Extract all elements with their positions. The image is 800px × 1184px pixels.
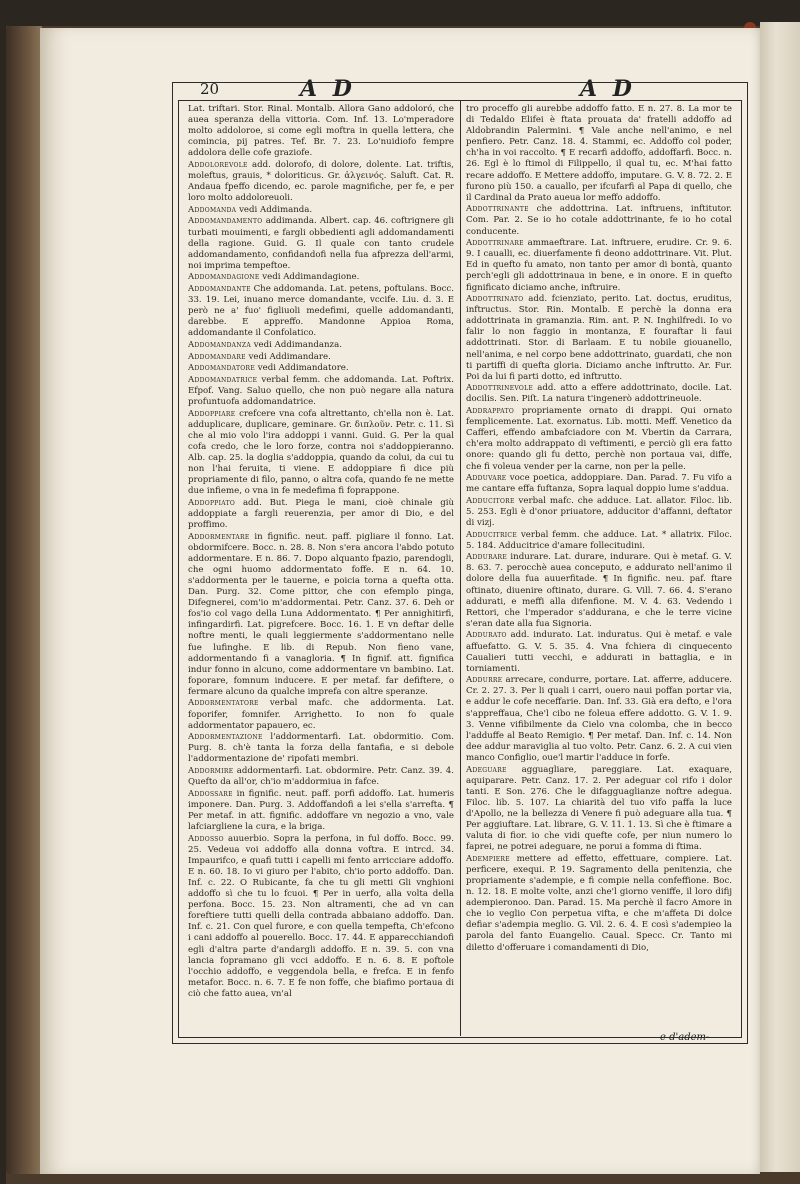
headword: Addormentazione (188, 732, 263, 743)
book-spine-edge (6, 26, 42, 1174)
headword: Addrappato (466, 406, 515, 417)
entry-text: add. fcienziato, perito. Lat. doctus, eruditus, inftructus. Stor. Rin. Montalb. E perchè la donna era addottrinata in gramanzia. Rim. ant. P. N. Inghilfredi. Io vo falir lo non faggio in montanza, E fouraftar li faui addottrinati. Stor. di Barlaam. E tu nobile giouanello, nell'anima, e nel corpo bene addottrinato, guardati, che non ti partiffi di quefta gloria. Diciamo anche inftrutto. Ar. Fur. Poi da lui fi parti dotto, ed inftrutto. (466, 294, 732, 382)
entry-text: indurare. Lat. durare, indurare. Qui è metaf. G. V. 8. 63. 7. perocchè auea conceputo, e addurato nell'animo il dolore della fua auuerfitade. ¶ In fignific. neu. paf. ftare oftinato, diuenire oftinato, durare. G. Vill. 7. 66. 4. S'erano addurati, e meffi alla difenfione. M. V. 4. 63. Vedendo i Rettori, che l'mperador s'addurana, e che le terre vicine s'eran date alla fua Signoria. (466, 552, 732, 629)
entry-text: verbal femm. che addomanda. Lat. Poftrix. Efpof. Vang. Saluo quello, che non può negare alla natura profuntuofa addomandatrice. (188, 374, 454, 407)
entry-text: verbal femm. che adduce. Lat. * allatrix. Filoc. 5. 184. Adducitrice d'amare follecitudini. (466, 529, 732, 551)
entry-text: propriamente ornato di drappi. Qui ornato femplicemente. Lat. exornatus. Lib. motti. Meff. Venetico da Cafferi, effendo ambafciadore con M. Vbertin da Carrara, ch'era molto addrappato di veftimenti, e perciò gli era fatto onore: quando gli fu detto, perchè non portaua vai, diffe, che fi voleua vender per la carne, non per la pelle. (466, 406, 732, 472)
headword: Addoppiare (188, 408, 236, 419)
dictionary-entry (466, 630, 732, 674)
dictionary-entry (188, 375, 454, 408)
headword: Addomandatrice (188, 374, 258, 385)
dictionary-entry (188, 532, 454, 698)
column-divider (460, 100, 461, 1036)
headword: Adempiere (466, 853, 510, 864)
entry-text: che addottrina. Lat. inftruens, inftitutor. Com. Par. 2. Se io ho cotale addottrinante, fe io ho cotal conducente. (466, 204, 732, 237)
entry-text: Che addomanda. Lat. petens, poftulans. Bocc. 33. 19. Lei, inuano merce domandante, vccife. Liu. d. 3. E però ne a' fuo' figliuoli medefimi, quelle addomandanti, darebbe. E appreffo. Mandonne Appioa Roma, addomandante il Confolatico. (188, 284, 454, 339)
dictionary-entry (188, 104, 454, 159)
dictionary-entry (466, 765, 732, 854)
headword: Addossare (188, 788, 233, 799)
entry-text: add. dolorofo, di dolore, dolente. Lat. triftis, moleftus, grauis, * doloriticus. Gr. ἀλγεινός. Saluft. Cat. R. Andaua fpeffo dicendo, ec. parole magnifiche, per fe, e per loro molto addoloreuoli. (188, 159, 454, 204)
entry-text: add. But. Piega le mani, cioè chinale giù addoppiate a fargli reuerenzia, per amor di Dio, e del proffimo. (188, 497, 454, 530)
entry-text: voce poetica, addoppiare. Dan. Parad. 7. Fu vifo a me cantare effa fuftanza, Sopra laqual doppio lume s'addua. (466, 473, 732, 495)
entry-text: in fignific. neut. paff. porfi addoffo. Lat. humeris imponere. Dan. Purg. 3. Addoffandofi a lei s'ella s'arrefta. ¶ Per metaf. in att. fignific. addoffare vn negozio a vno, vale lafciargliene la cura, e la briga. (188, 788, 454, 832)
entry-text: add. atto a effere addottrinato, docile. Lat. docilis. Sen. Piſt. La natura t'ingenerò addottrineuole. (466, 383, 732, 405)
headword: Adeguare (466, 764, 507, 775)
headword: Addolorevole (188, 159, 248, 170)
dictionary-entry (466, 406, 732, 473)
entry-text: addimanda. Albert. cap. 46. coftrignere gli turbati mouimenti, e fargli obbedienti agli addomandamenti della ragione. Guid. G. Il quale con tanto crudele addomandamento, confidandofi nella fua afprezza dell'armi, noi imprima tempeftoe. (188, 216, 454, 271)
dictionary-entry (466, 473, 732, 495)
entry-text: vedi Addimandagione. (262, 272, 360, 283)
headword: Adducitrice (466, 529, 518, 540)
entry-text: verbal mafc. che adduce. Lat. allator. Filoc. lib. 5. 253. Egli è d'onor priuatore, adducitor d'affanni, deftator di vizj. (466, 495, 732, 528)
headword: Addormentatore (188, 698, 259, 709)
headword: Addosso (188, 833, 224, 844)
dictionary-entry (188, 205, 454, 216)
entry-text: arrecare, condurre, portare. Lat. afferre, adducere. Cr. 2. 27. 3. Per li quali i carri, ouero naui poffan portar via, e addur le cofe neceffarie. Dan. Inf. 33. Già era defto, e l'ora s'appreffaua, Che'l cibo ne foleua effere addotto. G. V. 1. 9. 3. Venne vifibilmente da Cielo vna colomba, che in becco l'adduffe al Beato Remigio. ¶ Per metaf. Dan. Inf. c. 14. Non dee addur maraviglia al tuo volto. Petr. Canz. 6. 2. A cui vien manco Configlio, oue'l martir l'adduce in forfe. (466, 675, 732, 763)
entry-text: verbal mafc. che addormenta. Lat. foporifer, fomnifer. Arrighetto. Io non fo quale addormentator papauero, ec. (188, 698, 454, 731)
headword: Adduvare (466, 473, 507, 484)
entry-text: tro proceffo gli aurebbe addoffo fatto. E n. 27. 8. La mor te di Tedaldo Elifei è ftata prouata da' fratelli addoffo ad Aldobrandin Palermini. ¶ Vale anche nell'animo, e nel penfiero. Petr. Canz. 18. 4. Stammi, ec. Addoffo col poder, ch'ha in voi raccolto. ¶ E recarfi addoffo, addoffarfi. Bocc. n. 26. Egl è lo ftimol di Filippello, il qual tu, ec. M'hai fatto recare addoffo. E Mettere addoffo, imputare. G. V. 8. 72. 2. E furono più 150. a cauallo, per ifcufarfi al Papa di quello, che il Cardinal da Prato aueua lor meffo addoffo. (466, 104, 732, 203)
entry-text: crefcere vna cofa altrettanto, ch'ella non è. Lat. adduplicare, duplicare, geminare. Gr. διπλοῦν. Petr. c. 11. Sì che al mio volo l'ira addoppi i vanni. Guid. G. Per la qual cofa credo, che le loro forze, contra noi s'addoppieranno. Alb. cap. 25. la doglia s'addoppia, quando da colui, da cui tu non l'hai feruita, ti viene. E addoppiare fi dice più propriamente di filo, panno, o altra cofa, quando fe ne mette due infieme, o vna in fe medefima fi foprappone. (188, 408, 454, 497)
dictionary-entry (188, 340, 454, 351)
headword: Addormentare (188, 531, 250, 542)
headword: Addottrinante (466, 204, 529, 215)
dictionary-entry (466, 552, 732, 630)
page-stack-edge (760, 22, 800, 1172)
entry-text: l'addormentarfi. Lat. obdormitio. Com. Purg. 8. ch'è tanta la forza della fantafia, e si debole l'addormentazione de' ripofati membri. (188, 732, 454, 765)
dictionary-entry (188, 284, 454, 339)
dictionary-entry (188, 766, 454, 788)
headword: Addomandante (188, 284, 251, 294)
running-head-left: A D (300, 76, 356, 102)
dictionary-entry (466, 496, 732, 529)
dictionary-entry (188, 272, 454, 283)
dictionary-entry (188, 409, 454, 498)
dictionary-entry (188, 352, 454, 363)
dictionary-entry (188, 160, 454, 204)
page-number: 20 (200, 80, 220, 98)
catchword: e d'adem- (660, 1032, 710, 1043)
entry-text: vedi Addimandare. (248, 351, 331, 362)
entry-text: vedi Addimandanza. (253, 339, 342, 350)
dictionary-entry (466, 104, 732, 204)
entry-text: agguagliare, pareggiare. Lat. exaquare, aquiparare. Petr. Canz. 17. 2. Per adeguar col rifo i dolor tanti. E Son. 276. Che le difagguaglianze noftre adegua. Filoc. lib. 5. 107. La chiarità del tuo vifo paffa la luce d'Apollo, ne la bellezza di Venere fi può adeguare alla tua. ¶ Per aggiuftare. Lat. librare, G. V. 11. 1. 13. Sì che è ftimare a valuta di fior. io che vidi quefte cofe, per niun numero lo faprei, ne potrei adeguare, ne porui a fomma di ftima. (466, 764, 732, 853)
dictionary-entry (466, 854, 732, 954)
entry-text: vedi Addimandatore. (257, 363, 349, 374)
headword: Addoppiato (188, 497, 236, 508)
entry-text: ammaeftrare. Lat. inftruere, erudire. Cr. 9. 6. 9. I caualli, ec. diuerfamente fi deono addottrinare. Vit. Plut. Ed in quefto fu amato, non tanto per amor di bontà, quanto perch'egli gli addottrinaua in bene, e in onore. E in quefto fignificato diciamo anche, inftruire. (466, 238, 732, 293)
left-column (188, 104, 454, 1028)
running-head-right: A D (580, 76, 636, 102)
entry-text: Lat. triftari. Stor. Rinal. Montalb. Allora Gano addoloró, che auea speranza della vittoria. Com. Inf. 13. Lo'mperadore molto addoloroe, si come egli moftra in quella lettera, che comincia, pij patres. Tef. Br. 7. 23. Lo'nuidiofo fempre addolora delle cofe graziofe. (188, 104, 454, 159)
right-column (466, 104, 732, 1028)
headword: Addomandanza (188, 339, 251, 350)
dictionary-entry (466, 383, 732, 405)
headword: Addomandare (188, 351, 246, 362)
dictionary-entry (466, 675, 732, 764)
dictionary-entry (188, 363, 454, 374)
dictionary-entry (188, 498, 454, 531)
entry-text: mettere ad effetto, effettuare, compiere. Lat. perficere, exequi. P. 19. Sagramento della penitenzia, che propriamente s'adempie, e fi compie nella confeffione. Boc. n. 12. 18. E molte volte, anzi che'l giorno veniffe, il loro difij adempieronoo. Dan. Parad. 15. Ma perchè il facro Amore in che io veglio Con perpetua vifta, e che m'affeta Di dolce defiar s'adempia meglio. G. Vil. 2. 6. 4. E così s'adempieo la parola del fanto Euangelio. Caual. Specc. Cr. Tanto mi diletto d'offeruare i comandamenti di Dio, (466, 853, 732, 953)
dictionary-entry (188, 698, 454, 731)
entry-text: vedi Addimanda. (239, 204, 313, 215)
dictionary-entry (466, 530, 732, 552)
headword: Addomandatore (188, 363, 256, 374)
headword: Addottrinevole (466, 383, 534, 394)
headword: Addomandamento (188, 216, 263, 227)
dictionary-entry (188, 789, 454, 833)
headword: Addurare (466, 552, 508, 563)
entry-text: addormentarfi. Lat. obdormire. Petr. Canz. 39. 4. Quefto da all'or, ch'io m'addormiua in fafce. (188, 766, 454, 788)
dictionary-entry (188, 732, 454, 765)
dictionary-entry (188, 216, 454, 271)
headword: Addurre (466, 675, 503, 686)
headword: Addurato (466, 630, 507, 641)
dictionary-entry (466, 204, 732, 237)
headword: Addottrinato (466, 294, 524, 305)
headword: Addomanda (188, 204, 237, 215)
entry-text: in fignific. neut. paff. pigliare il fonno. Lat. obdormifcere. Bocc. n. 28. 8. Non s'era ancora l'abdo potuto addormentare. E n. 86. 7. Dopo alquanto fpazio, parendogli, che ogni huomo addormentato foffe. E n. 64. 10. s'addormenta per le tauerne, e poicia torna a quefta otta. Dan. Purg. 32. Come pittor, che con efemplo pinga, Difegnerei, com'io m'addormentai. Petr. Canz. 37. 6. Deh or fos'io col vago della Luna Addormentato. ¶ Per annighitirfi, infingardirfi. Lat. pigrefcere. Bocc. 16. 1. E vn deftar delle noftre menti, le quali leggiermente s'addormentano nelle fue lufinghe. E lib. di Repub. Non fieno vane, addormentando fi a vanagloria. ¶ In fignif. att. fignifica indur fonno in alcuno, come addormentare vn bambino. Lat. foporare, fomnum inducere. E per metaf. far defiftere, o fermare alcuno da qualche imprefa con altre speranze. (188, 531, 454, 697)
entry-text: auuerbio. Sopra la perfona, in ful doffo. Bocc. 99. 25. Vedeua voi addoffo alla donna voftra. E intrcd. 34. Impaurifco, e quafi tutti i capelli mi fento arricciare addoffo. E n. 60. 18. Io vi giuro per l'abito, ch'io porto addoffo. Dan. Inf. c. 22. O Rubicante, fa che tu gli metti Gli vnghioni addoffo sì che tu lo fcuoi. ¶ Per in uerfo, alla volta della perfona. Bocc. 15. 23. Non altramenti, che ad vn can foreftiere tutti quelli della contrada abbaiano addoffo. Dan. Inf. c. 21. Con quel furore, e con quella tempefta, Ch'efcono i cani addoffo al pouerello. Bocc. 17. 44. E apparecchiandofi egli d'altra parte d'andargli addoffo. E n. 39. 5. con vna lancia fopramano gli vcci addoffo. E n. 6. 8. E poftole l'occhio addoffo, e veggendola bella, e frefca. E in fenfo metafor. Bocc. n. 6. 7. E fe non foffe, che biafimo portaua di ciò che fatto auea, vn'al (188, 833, 454, 999)
dictionary-entry (466, 294, 732, 383)
headword: Addomandagione (188, 272, 260, 283)
dictionary-entry (466, 238, 732, 293)
entry-text: add. indurato. Lat. induratus. Qui è metaf. e vale affuefatto. G. V. 5. 35. 4. Vna fchiera di cinquecento Caualieri tutti vecchi, e addurati in battaglia, e in torniamenti. (466, 630, 732, 674)
headword: Addottrinare (466, 238, 524, 249)
headword: Addormire (188, 766, 234, 777)
headword: Adducitore (466, 495, 515, 506)
dictionary-entry (188, 834, 454, 1000)
